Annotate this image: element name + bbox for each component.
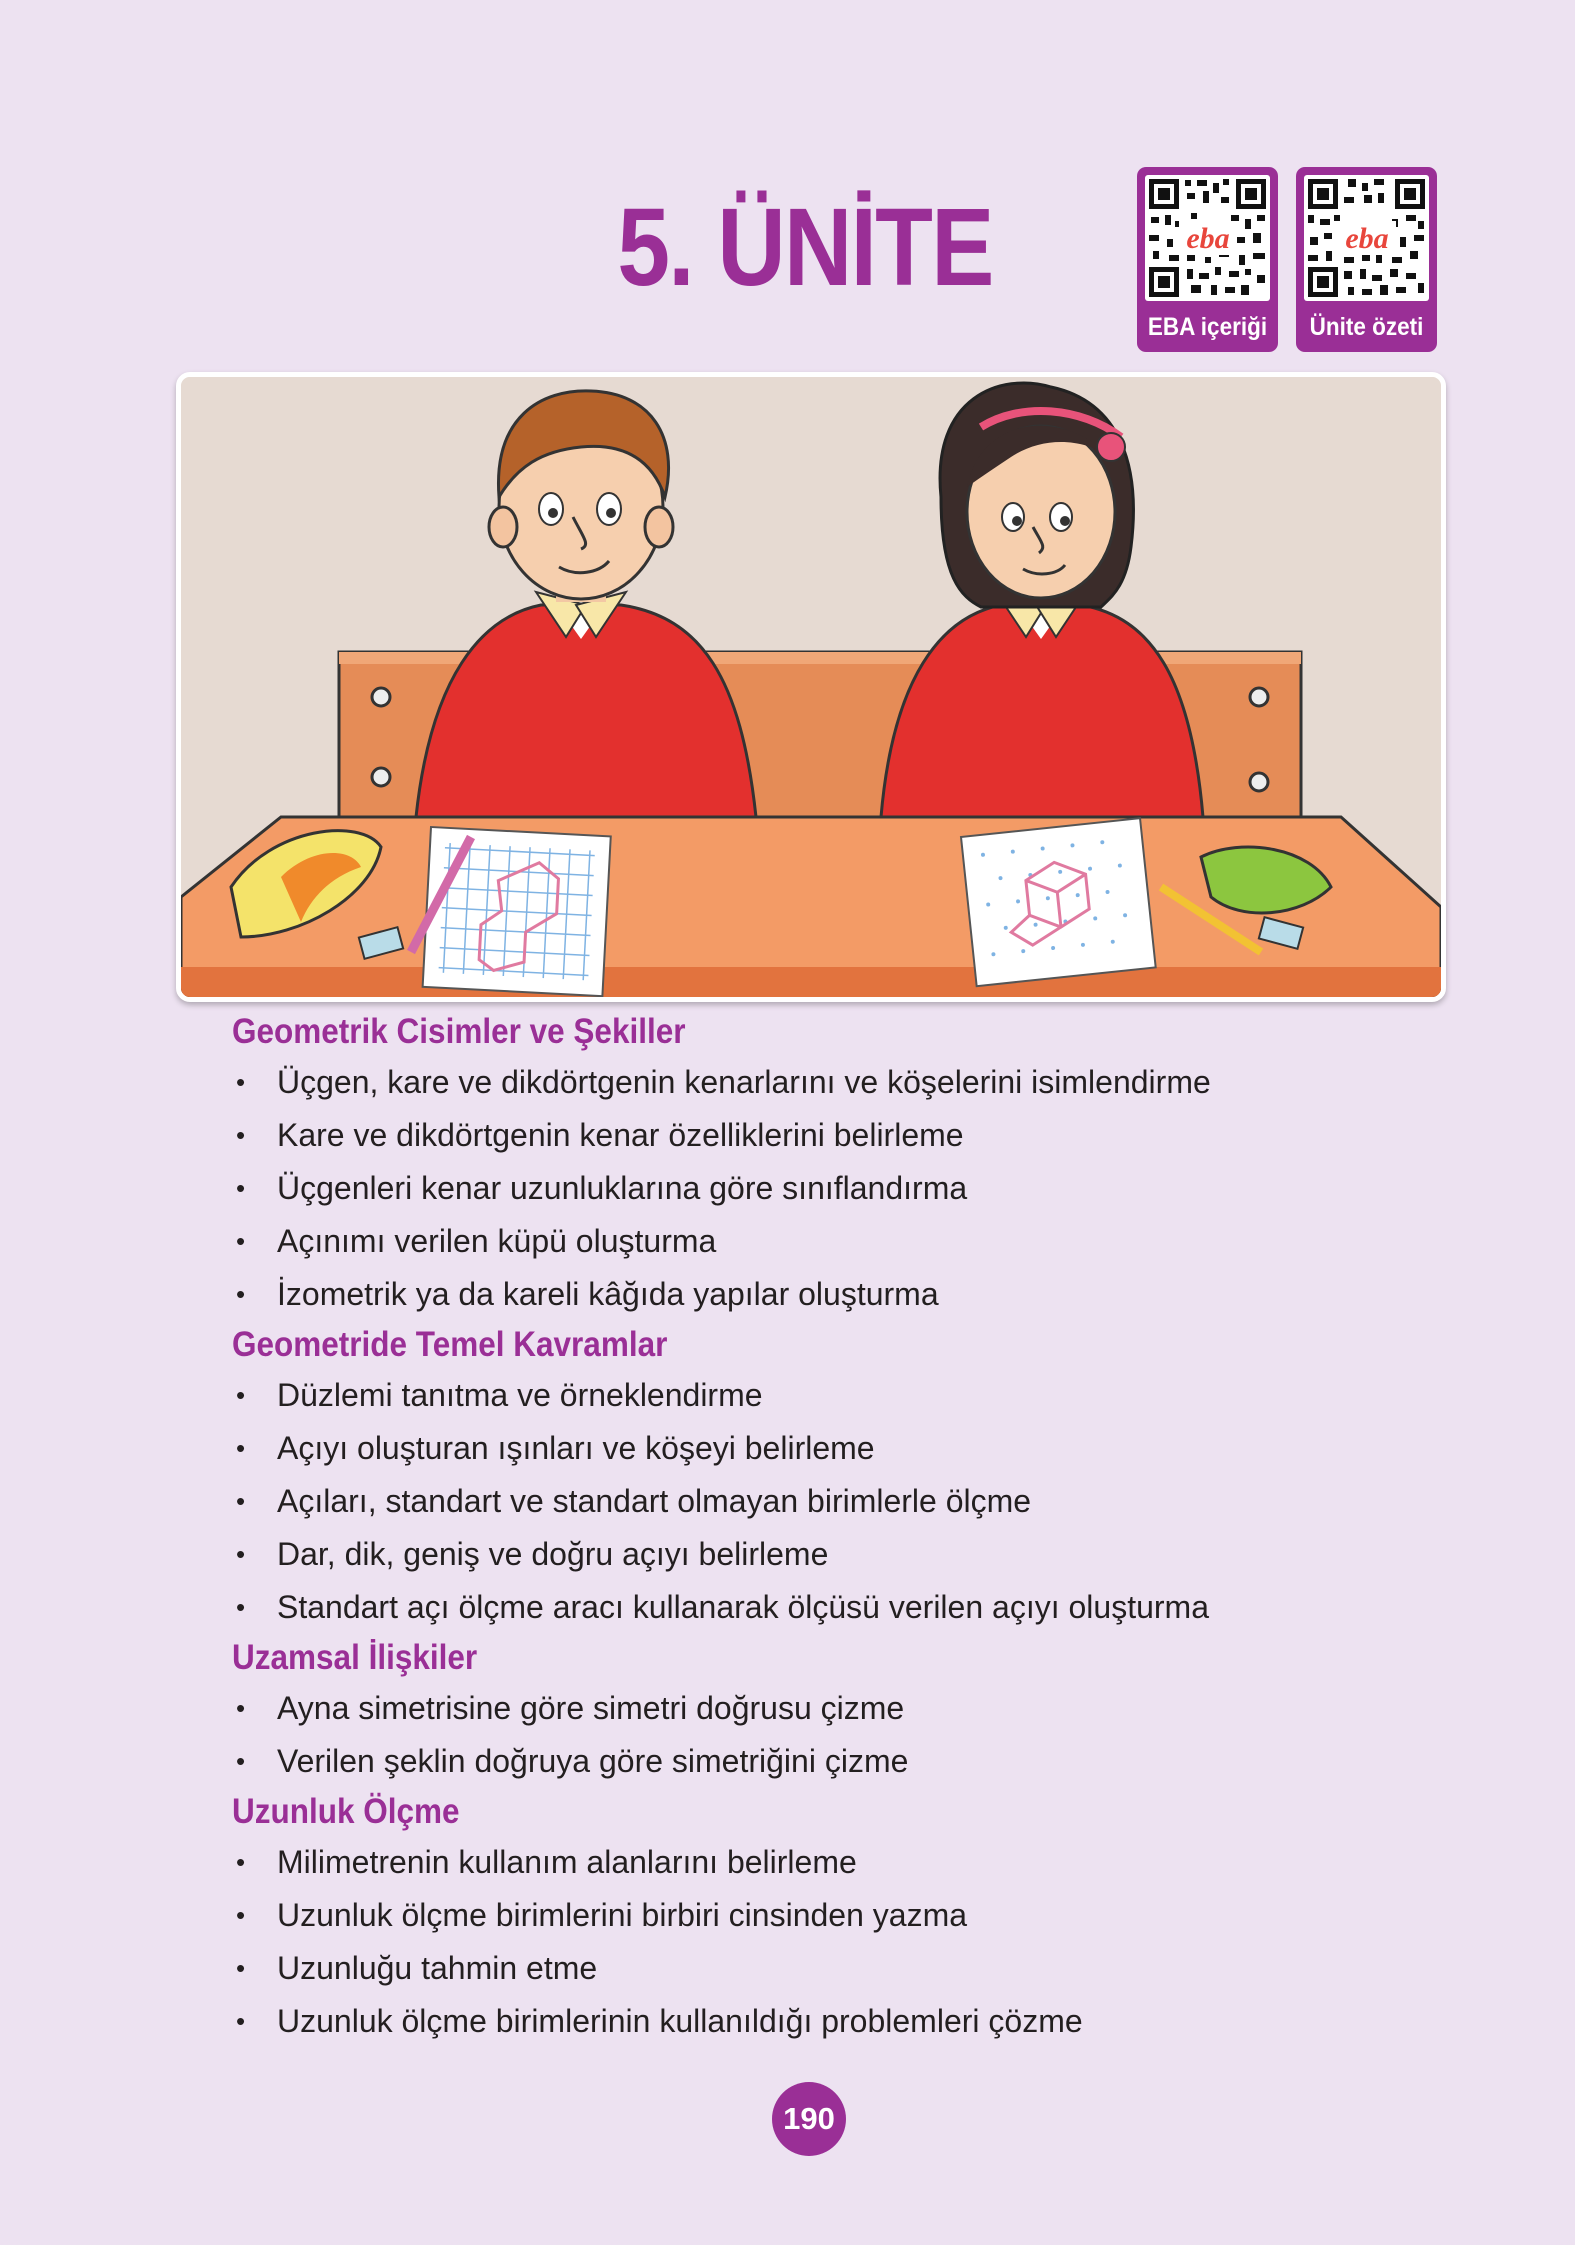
svg-text:eba: eba	[1186, 222, 1230, 255]
bullet-icon: •	[236, 1380, 246, 1410]
bullet-icon: •	[236, 1539, 246, 1569]
section-basic-concepts	[232, 1321, 1432, 1634]
svg-text:eba: eba	[1345, 222, 1389, 255]
list-item: • Düzlemi tanıtma ve örneklendirme	[232, 1369, 1432, 1422]
section-length-measurement	[232, 1788, 1432, 2048]
bullet-icon: •	[236, 2006, 246, 2036]
bullet-icon: •	[236, 1847, 246, 1877]
bullet-icon: •	[236, 1226, 246, 1256]
page-number: 190	[772, 2082, 846, 2156]
list-item: • Uzunluk ölçme birimlerinin kullanıldığı problemleri çözme	[232, 1995, 1432, 2048]
bullet-icon: •	[236, 1173, 246, 1203]
bullet-icon: •	[236, 1067, 246, 1097]
bullet-icon: •	[236, 1486, 246, 1516]
list-item: • İzometrik ya da kareli kâğıda yapılar oluşturma	[232, 1268, 1432, 1321]
qr-caption-unit-summary: Ünite özeti	[1309, 313, 1424, 341]
qr-card-eba-content[interactable]	[1137, 167, 1278, 352]
section-geometric-shapes	[232, 1008, 1432, 1321]
list-item: • Kare ve dikdörtgenin kenar özelliklerini belirleme	[232, 1109, 1432, 1162]
bullet-icon: •	[236, 1592, 246, 1622]
qr-code-icon	[1145, 175, 1270, 301]
bullet-icon: •	[236, 1693, 246, 1723]
list-item: • Açıyı oluşturan ışınları ve köşeyi belirleme	[232, 1422, 1432, 1475]
bullet-icon: •	[236, 1433, 246, 1463]
list-item: • Üçgen, kare ve dikdörtgenin kenarlarını ve köşelerini isimlendirme	[232, 1056, 1432, 1109]
list-item: • Verilen şeklin doğruya göre simetriğini çizme	[232, 1735, 1432, 1788]
list-item: • Uzunluğu tahmin etme	[232, 1942, 1432, 1995]
qr-caption-eba-content: EBA içeriği	[1147, 313, 1268, 341]
list-item: • Dar, dik, geniş ve doğru açıyı belirleme	[232, 1528, 1432, 1581]
list-item: • Uzunluk ölçme birimlerini birbiri cinsinden yazma	[232, 1889, 1432, 1942]
bullet-icon: •	[236, 1900, 246, 1930]
bullet-icon: •	[236, 1279, 246, 1309]
bullet-icon: •	[236, 1120, 246, 1150]
section-spatial-relations	[232, 1634, 1432, 1788]
unit-title: 5. ÜNİTE	[617, 186, 993, 309]
section-heading: Geometrik Cisimler ve Şekiller	[232, 1012, 686, 1051]
unit-outline	[232, 1008, 1432, 2048]
list-item: • Standart açı ölçme aracı kullanarak ölçüsü verilen açıyı oluşturma	[232, 1581, 1432, 1634]
bullet-icon: •	[236, 1953, 246, 1983]
section-heading: Geometride Temel Kavramlar	[232, 1325, 668, 1364]
bullet-icon: •	[236, 1746, 246, 1776]
list-item: • Milimetrenin kullanım alanlarını belirleme	[232, 1836, 1432, 1889]
list-item: • Açıları, standart ve standart olmayan birimlerle ölçme	[232, 1475, 1432, 1528]
qr-card-unit-summary[interactable]	[1296, 167, 1437, 352]
list-item: • Açınımı verilen küpü oluşturma	[232, 1215, 1432, 1268]
section-heading: Uzunluk Ölçme	[232, 1792, 460, 1831]
two-students-at-desk-illustration	[176, 372, 1446, 1002]
qr-code-icon	[1304, 175, 1429, 301]
section-heading: Uzamsal İlişkiler	[232, 1638, 478, 1677]
list-item: • Üçgenleri kenar uzunluklarına göre sınıflandırma	[232, 1162, 1432, 1215]
list-item: • Ayna simetrisine göre simetri doğrusu çizme	[232, 1682, 1432, 1735]
